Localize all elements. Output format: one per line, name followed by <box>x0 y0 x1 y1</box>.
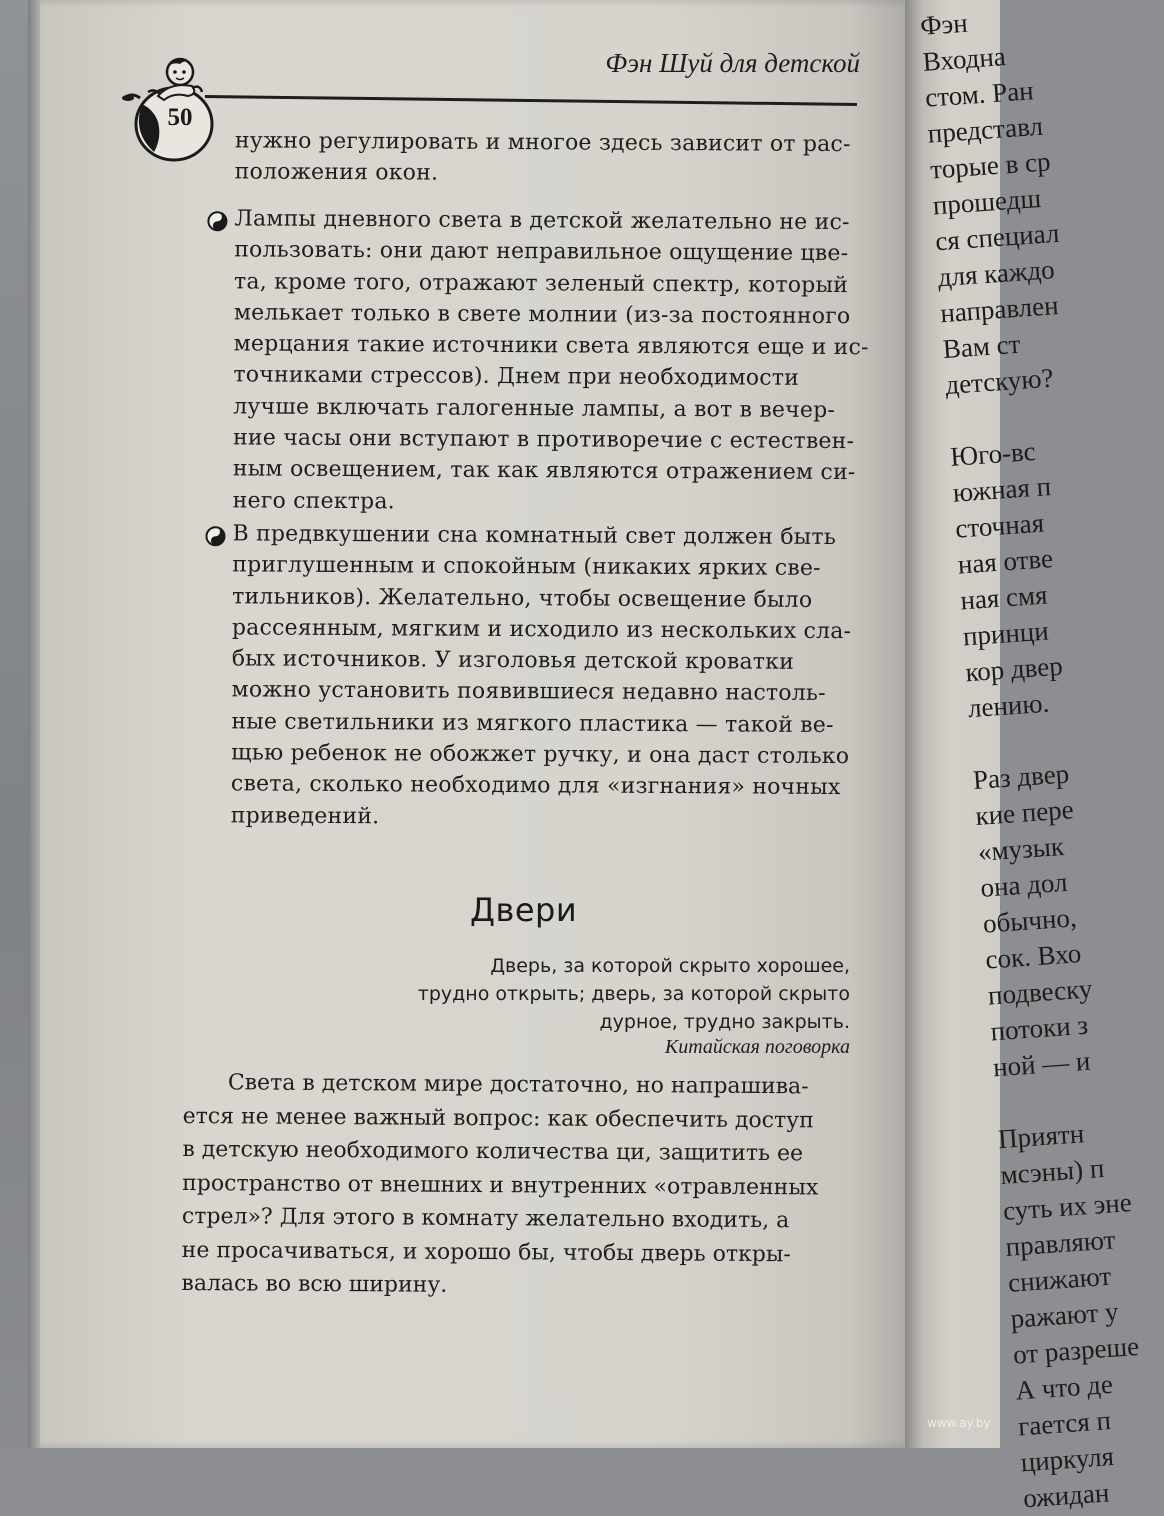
right-line: Фэн <box>919 7 969 41</box>
text-line: него спектра. <box>232 488 395 515</box>
right-line: суть их эне <box>1002 1187 1133 1227</box>
right-line: южная п <box>951 471 1052 508</box>
right-page <box>905 0 1141 1514</box>
right-line: детскую? <box>944 362 1055 401</box>
text-line: приведений. <box>230 803 380 829</box>
right-line: гается п <box>1017 1405 1112 1442</box>
text-line: не просачиваться, и хорошо бы, чтобы дверь откры- <box>181 1237 791 1267</box>
right-line: ная отве <box>956 543 1054 580</box>
text-line: мелькает только в свете молнии (из-за постоянного <box>233 300 851 330</box>
text-line: В предвкушении сна комнатный свет должен быть <box>232 521 837 551</box>
text-line: точниками стрессов). Днем при необходимости <box>233 362 800 392</box>
right-line: Приятн <box>997 1118 1086 1155</box>
right-line: сок. Вхо <box>984 938 1083 975</box>
right-line: принци <box>961 615 1050 652</box>
page-number: 50 <box>167 104 193 131</box>
running-title: Фэн Шуй для детской <box>605 48 860 78</box>
right-line: «музык <box>976 830 1065 867</box>
epigraph-line: дурное, трудно закрыть. <box>599 1011 850 1033</box>
text-line: мерцания такие источники света являются еще и ис- <box>233 331 869 361</box>
text-line: положения окон. <box>234 159 439 186</box>
right-line: лению. <box>966 687 1051 724</box>
text-line: тильников). Желательно, чтобы освещение было <box>232 583 813 613</box>
right-line: торые в ср <box>929 146 1052 185</box>
right-line: прошедш <box>931 182 1043 221</box>
right-line: снижают <box>1007 1260 1113 1298</box>
right-line: правляют <box>1004 1224 1117 1262</box>
right-line: А что де <box>1014 1368 1114 1406</box>
right-line: от разреше <box>1012 1330 1141 1370</box>
right-line: для каждо <box>936 254 1056 293</box>
right-line: ся специал <box>934 217 1061 257</box>
text-line: та, кроме того, отражают зеленый спектр, который <box>233 268 849 298</box>
text-line: света, сколько необходимо для «изгнания» ночных <box>230 771 841 801</box>
right-line: ная смя <box>959 579 1049 616</box>
right-line: стом. Ран <box>924 75 1035 113</box>
text-line: стрел»? Для этого в комнату желательно входить, а <box>181 1203 790 1234</box>
text-line: Лампы дневного света в детской желательно не ис- <box>234 206 850 236</box>
bullet-paragraph-lamps <box>232 203 869 520</box>
text-line: нужно регулировать и многое здесь зависит от рас- <box>234 128 851 158</box>
right-page-text <box>919 0 1164 1516</box>
right-line: ражают у <box>1009 1296 1120 1334</box>
epigraph-line: трудно открыть; дверь, за которой скрыто <box>417 983 850 1005</box>
text-line: ние часы они вступают в противоречие с естествен- <box>233 425 855 455</box>
right-line: подвеску <box>987 973 1094 1011</box>
text-line: бых источников. У изголовья детской кроватки <box>231 646 795 675</box>
text-line: можно установить появившиеся недавно настоль- <box>231 677 826 707</box>
watermark: www.ay.by <box>927 1416 991 1430</box>
text-line: пространство от внешних и внутренних «отравленных <box>182 1170 819 1200</box>
right-line: обычно, <box>981 902 1078 939</box>
right-line: ожидан <box>1022 1477 1111 1514</box>
bullet-paragraph-night-light <box>231 518 863 835</box>
text-line: рассеянным, мягким и исходило из нескольких сла- <box>231 615 852 645</box>
section-paragraph <box>181 1066 853 1305</box>
text-line: ные светильники из мягкого пластика — такой ве- <box>231 709 834 738</box>
yin-yang-bullet-icon <box>200 524 230 548</box>
text-line: щью ребенок не обожжет ручку, и она даст столько <box>231 740 850 770</box>
right-line: сточная <box>954 507 1045 544</box>
text-line: лучше включать галогенные лампы, а вот в вечер- <box>233 394 836 423</box>
section-heading: Двери <box>470 891 578 929</box>
text-line: пользовать: они дают неправильное ощущение цве- <box>234 237 849 267</box>
right-line: кие пере <box>974 794 1075 831</box>
right-line: Раз двер <box>971 758 1071 796</box>
paragraph-continuation <box>235 125 865 191</box>
right-line: мсэны) п <box>999 1152 1106 1191</box>
right-line: она дол <box>979 866 1069 903</box>
text-line: Света в детском мире достаточно, но напрашива- <box>227 1070 809 1100</box>
right-line: потоки з <box>989 1009 1089 1047</box>
text-line: ным освещением, так как являются отражением си- <box>232 456 856 486</box>
text-line: ется не менее важный вопрос: как обеспечить доступ <box>182 1103 814 1133</box>
right-line: представл <box>926 110 1044 149</box>
text-line: валась во всю ширину. <box>181 1270 448 1298</box>
right-line: Юго-вс <box>949 435 1037 472</box>
epigraph-source: Китайская поговорка <box>664 1036 850 1058</box>
right-line: Вам ст <box>941 328 1022 365</box>
yin-yang-bullet-icon <box>202 209 232 233</box>
epigraph-line: Дверь, за которой скрыто хорошее, <box>490 955 850 977</box>
epigraph <box>380 952 850 1036</box>
right-line: кор двер <box>964 650 1064 688</box>
right-line: направлен <box>939 290 1060 329</box>
right-line: циркуля <box>1019 1440 1115 1478</box>
text-line: приглушенным и спокойным (никаких ярких све- <box>232 552 821 582</box>
text-line: в детскую необходимого количества ци, защитить ее <box>182 1136 804 1167</box>
right-line: ной — и <box>992 1045 1092 1083</box>
right-line: Входна <box>921 41 1007 77</box>
